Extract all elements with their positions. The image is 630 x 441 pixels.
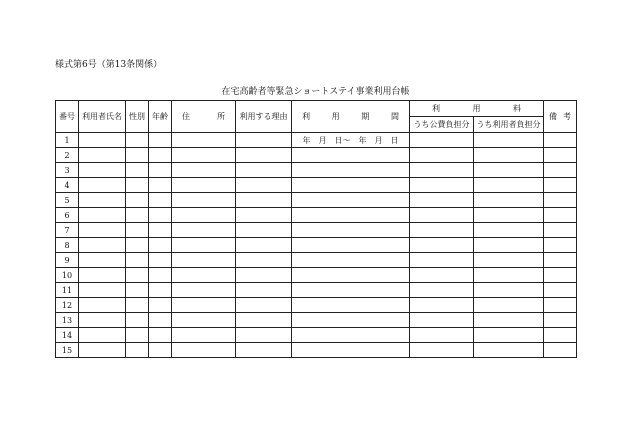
row-number: 8 xyxy=(56,238,79,253)
table-row xyxy=(56,268,577,283)
sex-cell[interactable] xyxy=(126,223,149,238)
address-cell[interactable] xyxy=(172,223,236,238)
table-row xyxy=(56,253,577,268)
address-cell[interactable] xyxy=(172,163,236,178)
fee-public-cell[interactable] xyxy=(410,268,474,283)
reason-cell[interactable] xyxy=(236,298,292,313)
row-number: 10 xyxy=(56,268,79,283)
table-row xyxy=(56,313,577,328)
address-cell[interactable] xyxy=(172,268,236,283)
sex-cell[interactable] xyxy=(126,283,149,298)
header-fee-public: うち公費負担分 xyxy=(410,117,474,133)
fee-user-cell[interactable] xyxy=(474,283,544,298)
name-cell[interactable] xyxy=(79,163,126,178)
remarks-cell[interactable] xyxy=(544,133,577,148)
reason-cell[interactable] xyxy=(236,343,292,358)
remarks-cell[interactable] xyxy=(544,193,577,208)
fee-user-cell[interactable] xyxy=(474,133,544,148)
fee-user-cell[interactable] xyxy=(474,178,544,193)
table-row xyxy=(56,283,577,298)
address-cell[interactable] xyxy=(172,343,236,358)
age-cell[interactable] xyxy=(149,193,172,208)
row-number: 12 xyxy=(56,298,79,313)
age-cell[interactable] xyxy=(149,313,172,328)
age-cell[interactable] xyxy=(149,163,172,178)
fee-user-cell[interactable] xyxy=(474,208,544,223)
address-cell[interactable] xyxy=(172,133,236,148)
period-cell[interactable]: 年 月 日～ 年 月 日 xyxy=(292,133,410,148)
address-cell[interactable] xyxy=(172,193,236,208)
name-cell[interactable] xyxy=(79,133,126,148)
fee-public-cell[interactable] xyxy=(410,328,474,343)
period-cell[interactable] xyxy=(292,163,410,178)
address-cell[interactable] xyxy=(172,208,236,223)
table-body xyxy=(56,133,577,358)
sex-cell[interactable] xyxy=(126,208,149,223)
name-cell[interactable] xyxy=(79,283,126,298)
header-name: 利用者氏名 xyxy=(79,101,126,133)
fee-public-cell[interactable] xyxy=(410,238,474,253)
age-cell[interactable] xyxy=(149,283,172,298)
fee-user-cell[interactable] xyxy=(474,343,544,358)
remarks-cell[interactable] xyxy=(544,148,577,163)
fee-user-cell[interactable] xyxy=(474,193,544,208)
remarks-cell[interactable] xyxy=(544,283,577,298)
age-cell[interactable] xyxy=(149,298,172,313)
name-cell[interactable] xyxy=(79,328,126,343)
header-reason: 利用する理由 xyxy=(236,101,292,133)
row-number: 15 xyxy=(56,343,79,358)
age-cell[interactable] xyxy=(149,238,172,253)
table-row xyxy=(56,178,577,193)
age-cell[interactable] xyxy=(149,268,172,283)
sex-cell[interactable] xyxy=(126,193,149,208)
period-cell[interactable] xyxy=(292,178,410,193)
fee-public-cell[interactable] xyxy=(410,148,474,163)
table-row xyxy=(56,238,577,253)
table-header xyxy=(56,101,577,133)
period-cell[interactable] xyxy=(292,343,410,358)
header-fee: 利 用 料 xyxy=(410,101,544,117)
reason-cell[interactable] xyxy=(236,148,292,163)
age-cell[interactable] xyxy=(149,208,172,223)
table-row xyxy=(56,133,577,148)
header-number: 番号 xyxy=(56,101,79,133)
name-cell[interactable] xyxy=(79,343,126,358)
row-number: 7 xyxy=(56,223,79,238)
table-row xyxy=(56,223,577,238)
remarks-cell[interactable] xyxy=(544,223,577,238)
sex-cell[interactable] xyxy=(126,343,149,358)
address-cell[interactable] xyxy=(172,178,236,193)
address-cell[interactable] xyxy=(172,328,236,343)
age-cell[interactable] xyxy=(149,328,172,343)
reason-cell[interactable] xyxy=(236,253,292,268)
table-row xyxy=(56,298,577,313)
table-row xyxy=(56,148,577,163)
address-cell[interactable] xyxy=(172,148,236,163)
age-cell[interactable] xyxy=(149,343,172,358)
name-cell[interactable] xyxy=(79,313,126,328)
table-row xyxy=(56,163,577,178)
period-cell[interactable] xyxy=(292,223,410,238)
row-number: 2 xyxy=(56,148,79,163)
reason-cell[interactable] xyxy=(236,163,292,178)
period-cell[interactable] xyxy=(292,238,410,253)
reason-cell[interactable] xyxy=(236,208,292,223)
reason-cell[interactable] xyxy=(236,268,292,283)
table-row xyxy=(56,193,577,208)
fee-user-cell[interactable] xyxy=(474,238,544,253)
address-cell[interactable] xyxy=(172,283,236,298)
age-cell[interactable] xyxy=(149,178,172,193)
sex-cell[interactable] xyxy=(126,178,149,193)
table-row xyxy=(56,328,577,343)
period-cell[interactable] xyxy=(292,268,410,283)
sex-cell[interactable] xyxy=(126,298,149,313)
reason-cell[interactable] xyxy=(236,223,292,238)
fee-user-cell[interactable] xyxy=(474,268,544,283)
remarks-cell[interactable] xyxy=(544,298,577,313)
reason-cell[interactable] xyxy=(236,133,292,148)
age-cell[interactable] xyxy=(149,133,172,148)
header-remarks: 備 考 xyxy=(544,101,577,133)
row-number: 6 xyxy=(56,208,79,223)
period-cell[interactable] xyxy=(292,208,410,223)
sex-cell[interactable] xyxy=(126,313,149,328)
fee-public-cell[interactable] xyxy=(410,253,474,268)
row-number: 13 xyxy=(56,313,79,328)
row-number: 4 xyxy=(56,178,79,193)
name-cell[interactable] xyxy=(79,208,126,223)
fee-public-cell[interactable] xyxy=(410,343,474,358)
reason-cell[interactable] xyxy=(236,178,292,193)
address-cell[interactable] xyxy=(172,253,236,268)
fee-user-cell[interactable] xyxy=(474,163,544,178)
name-cell[interactable] xyxy=(79,298,126,313)
sex-cell[interactable] xyxy=(126,253,149,268)
period-cell[interactable] xyxy=(292,298,410,313)
period-cell[interactable] xyxy=(292,193,410,208)
remarks-cell[interactable] xyxy=(544,313,577,328)
sex-cell[interactable] xyxy=(126,163,149,178)
fee-user-cell[interactable] xyxy=(474,328,544,343)
reason-cell[interactable] xyxy=(236,238,292,253)
row-number: 5 xyxy=(56,193,79,208)
reason-cell[interactable] xyxy=(236,283,292,298)
fee-public-cell[interactable] xyxy=(410,208,474,223)
header-address: 住 所 xyxy=(172,101,236,133)
period-cell[interactable] xyxy=(292,283,410,298)
address-cell[interactable] xyxy=(172,298,236,313)
row-number: 14 xyxy=(56,328,79,343)
remarks-cell[interactable] xyxy=(544,238,577,253)
fee-user-cell[interactable] xyxy=(474,313,544,328)
age-cell[interactable] xyxy=(149,148,172,163)
remarks-cell[interactable] xyxy=(544,253,577,268)
form-number: 様式第6号（第13条関係） xyxy=(55,60,163,70)
period-cell[interactable] xyxy=(292,148,410,163)
remarks-cell[interactable] xyxy=(544,178,577,193)
age-cell[interactable] xyxy=(149,253,172,268)
name-cell[interactable] xyxy=(79,253,126,268)
sex-cell[interactable] xyxy=(126,238,149,253)
fee-public-cell[interactable] xyxy=(410,178,474,193)
remarks-cell[interactable] xyxy=(544,163,577,178)
sex-cell[interactable] xyxy=(126,268,149,283)
row-number: 9 xyxy=(56,253,79,268)
name-cell[interactable] xyxy=(79,178,126,193)
document-title: 在宅高齢者等緊急ショートステイ事業利用台帳 xyxy=(221,87,410,97)
sex-cell[interactable] xyxy=(126,148,149,163)
fee-public-cell[interactable] xyxy=(410,223,474,238)
header-sex: 性別 xyxy=(126,101,149,133)
remarks-cell[interactable] xyxy=(544,208,577,223)
table-row xyxy=(56,343,577,358)
fee-public-cell[interactable] xyxy=(410,163,474,178)
fee-public-cell[interactable] xyxy=(410,298,474,313)
fee-user-cell[interactable] xyxy=(474,253,544,268)
table-row xyxy=(56,208,577,223)
fee-user-cell[interactable] xyxy=(474,298,544,313)
name-cell[interactable] xyxy=(79,268,126,283)
fee-public-cell[interactable] xyxy=(410,283,474,298)
row-number: 1 xyxy=(56,133,79,148)
fee-user-cell[interactable] xyxy=(474,223,544,238)
fee-public-cell[interactable] xyxy=(410,193,474,208)
address-cell[interactable] xyxy=(172,313,236,328)
header-fee-user: うち利用者負担分 xyxy=(474,117,544,133)
reason-cell[interactable] xyxy=(236,328,292,343)
fee-public-cell[interactable] xyxy=(410,133,474,148)
reason-cell[interactable] xyxy=(236,313,292,328)
remarks-cell[interactable] xyxy=(544,268,577,283)
fee-public-cell[interactable] xyxy=(410,313,474,328)
reason-cell[interactable] xyxy=(236,193,292,208)
fee-user-cell[interactable] xyxy=(474,148,544,163)
address-cell[interactable] xyxy=(172,238,236,253)
header-period: 利 用 期 間 xyxy=(292,101,410,133)
usage-ledger-table xyxy=(55,100,577,358)
header-age: 年齢 xyxy=(149,101,172,133)
name-cell[interactable] xyxy=(79,223,126,238)
name-cell[interactable] xyxy=(79,193,126,208)
name-cell[interactable] xyxy=(79,148,126,163)
remarks-cell[interactable] xyxy=(544,328,577,343)
age-cell[interactable] xyxy=(149,223,172,238)
period-cell[interactable] xyxy=(292,328,410,343)
name-cell[interactable] xyxy=(79,238,126,253)
row-number: 3 xyxy=(56,163,79,178)
row-number: 11 xyxy=(56,283,79,298)
sex-cell[interactable] xyxy=(126,133,149,148)
period-cell[interactable] xyxy=(292,253,410,268)
sex-cell[interactable] xyxy=(126,328,149,343)
period-cell[interactable] xyxy=(292,313,410,328)
remarks-cell[interactable] xyxy=(544,343,577,358)
